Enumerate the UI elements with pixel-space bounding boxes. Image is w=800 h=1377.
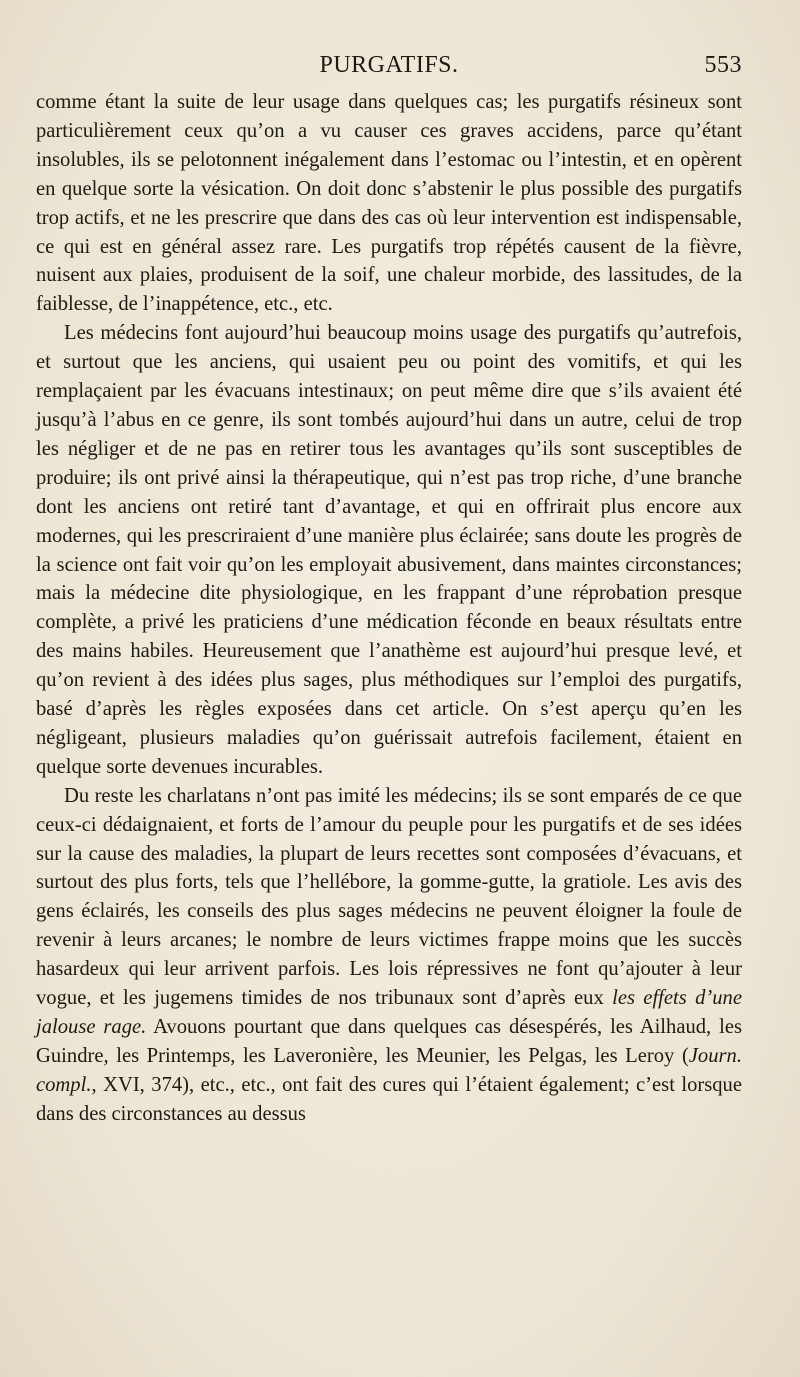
paragraph-3-text-end: , XVI, 374), etc., etc., ont fait des cures qui l’étaient également; c’est lorsque dans des circonstances au dessus [36, 1073, 742, 1125]
paragraph-2: Les médecins font aujourd’hui beaucoup moins usage des purgatifs qu’autrefois, et surtout que les anciens, qui usaient peu ou point des vomitifs, et qui les remplaçaient par les évacuans intestinaux; on peut même dire que s’ils avaient été jusqu’à l’abus en ce genre, ils sont tombés aujourd’hui dans un autre, celui de trop les négliger et de ne pas en retirer tous les avantages qu’ils sont susceptibles de produire; ils ont privé ainsi la thérapeutique, qui n’est pas trop riche, d’une branche dont les anciens ont retiré tant d’avantage, et qui en offrirait plus encore aux modernes, qui les prescriraient d’une manière plus éclairée; sans doute les progrès de la science ont fait voir qu’on les employait abusivement, dans maintes circonstances; mais la médecine dite physiologique, en les frappant d’une réprobation presque complète, a privé les praticiens d’une médication féconde en beaux résultats entre des mains habiles. Heureusement que l’anathème est aujourd’hui presque levé, et qu’on revient à des idées plus sages, plus méthodiques sur l’emploi des purgatifs, basé d’après les règles exposées dans cet article. On s’est aperçu qu’en les négligeant, plusieurs maladies qu’on guérissait autrefois facilement, étaient en quelque sorte devenues incurables. [36, 322, 742, 778]
paragraph-1: comme étant la suite de leur usage dans quelques cas; les purgatifs résineux sont particulièrement ceux qu’on a vu causer ces graves accidens, parce qu’étant insolubles, ils se pelotonnent inégalement dans l’estomac ou l’intestin, et en opèrent en quelque sorte la vésication. On doit donc s’abstenir le plus possible des purgatifs trop actifs, et ne les prescrire que dans des cas où leur intervention est indispensable, ce qui est en général assez rare. Les purgatifs trop répétés causent de la fièvre, nuisent aux plaies, produisent de la soif, une chaleur morbide, des lassitudes, de la faiblesse, de l’inappétence, etc., etc. [36, 91, 742, 316]
paragraph-3-text-middle: Avouons pourtant que dans quelques cas désespérés, les Ailhaud, les Guindre, les Printemps, les Laveronière, les Meunier, les Pelgas, les Leroy ( [36, 1016, 742, 1067]
running-title: PURGATIFS. [319, 52, 459, 78]
journal-citation: Journ. compl. [36, 1044, 742, 1096]
paragraph-3 [36, 782, 742, 1129]
page-header [36, 48, 742, 82]
page-number: 553 [704, 52, 742, 78]
body-text [36, 88, 742, 1129]
italic-quotation: les effets d’une jalouse rage. [36, 987, 742, 1038]
paragraph-3-text-start: Du reste les charlatans n’ont pas imité les médecins; ils se sont emparés de ce que ceux-ci dédaignaient, et forts de l’amour du peuple pour les purgatifs et de ses idées sur la cause des maladies, la plupart de leurs recettes sont composées d’évacuans, et surtout des plus forts, tels que l’hellébore, la gomme-gutte, la gratiole. Les avis des gens éclairés, les conseils des plus sages médecins ne peuvent éloigner la foule de revenir à leurs arcanes; le nombre de leurs victimes frappe moins que les succès hasardeux qui leur arrivent parfois. Les lois répressives ne font qu’ajouter à leur vogue, et les jugemens timides de nos tribunaux sont d’après eux [36, 784, 742, 1010]
